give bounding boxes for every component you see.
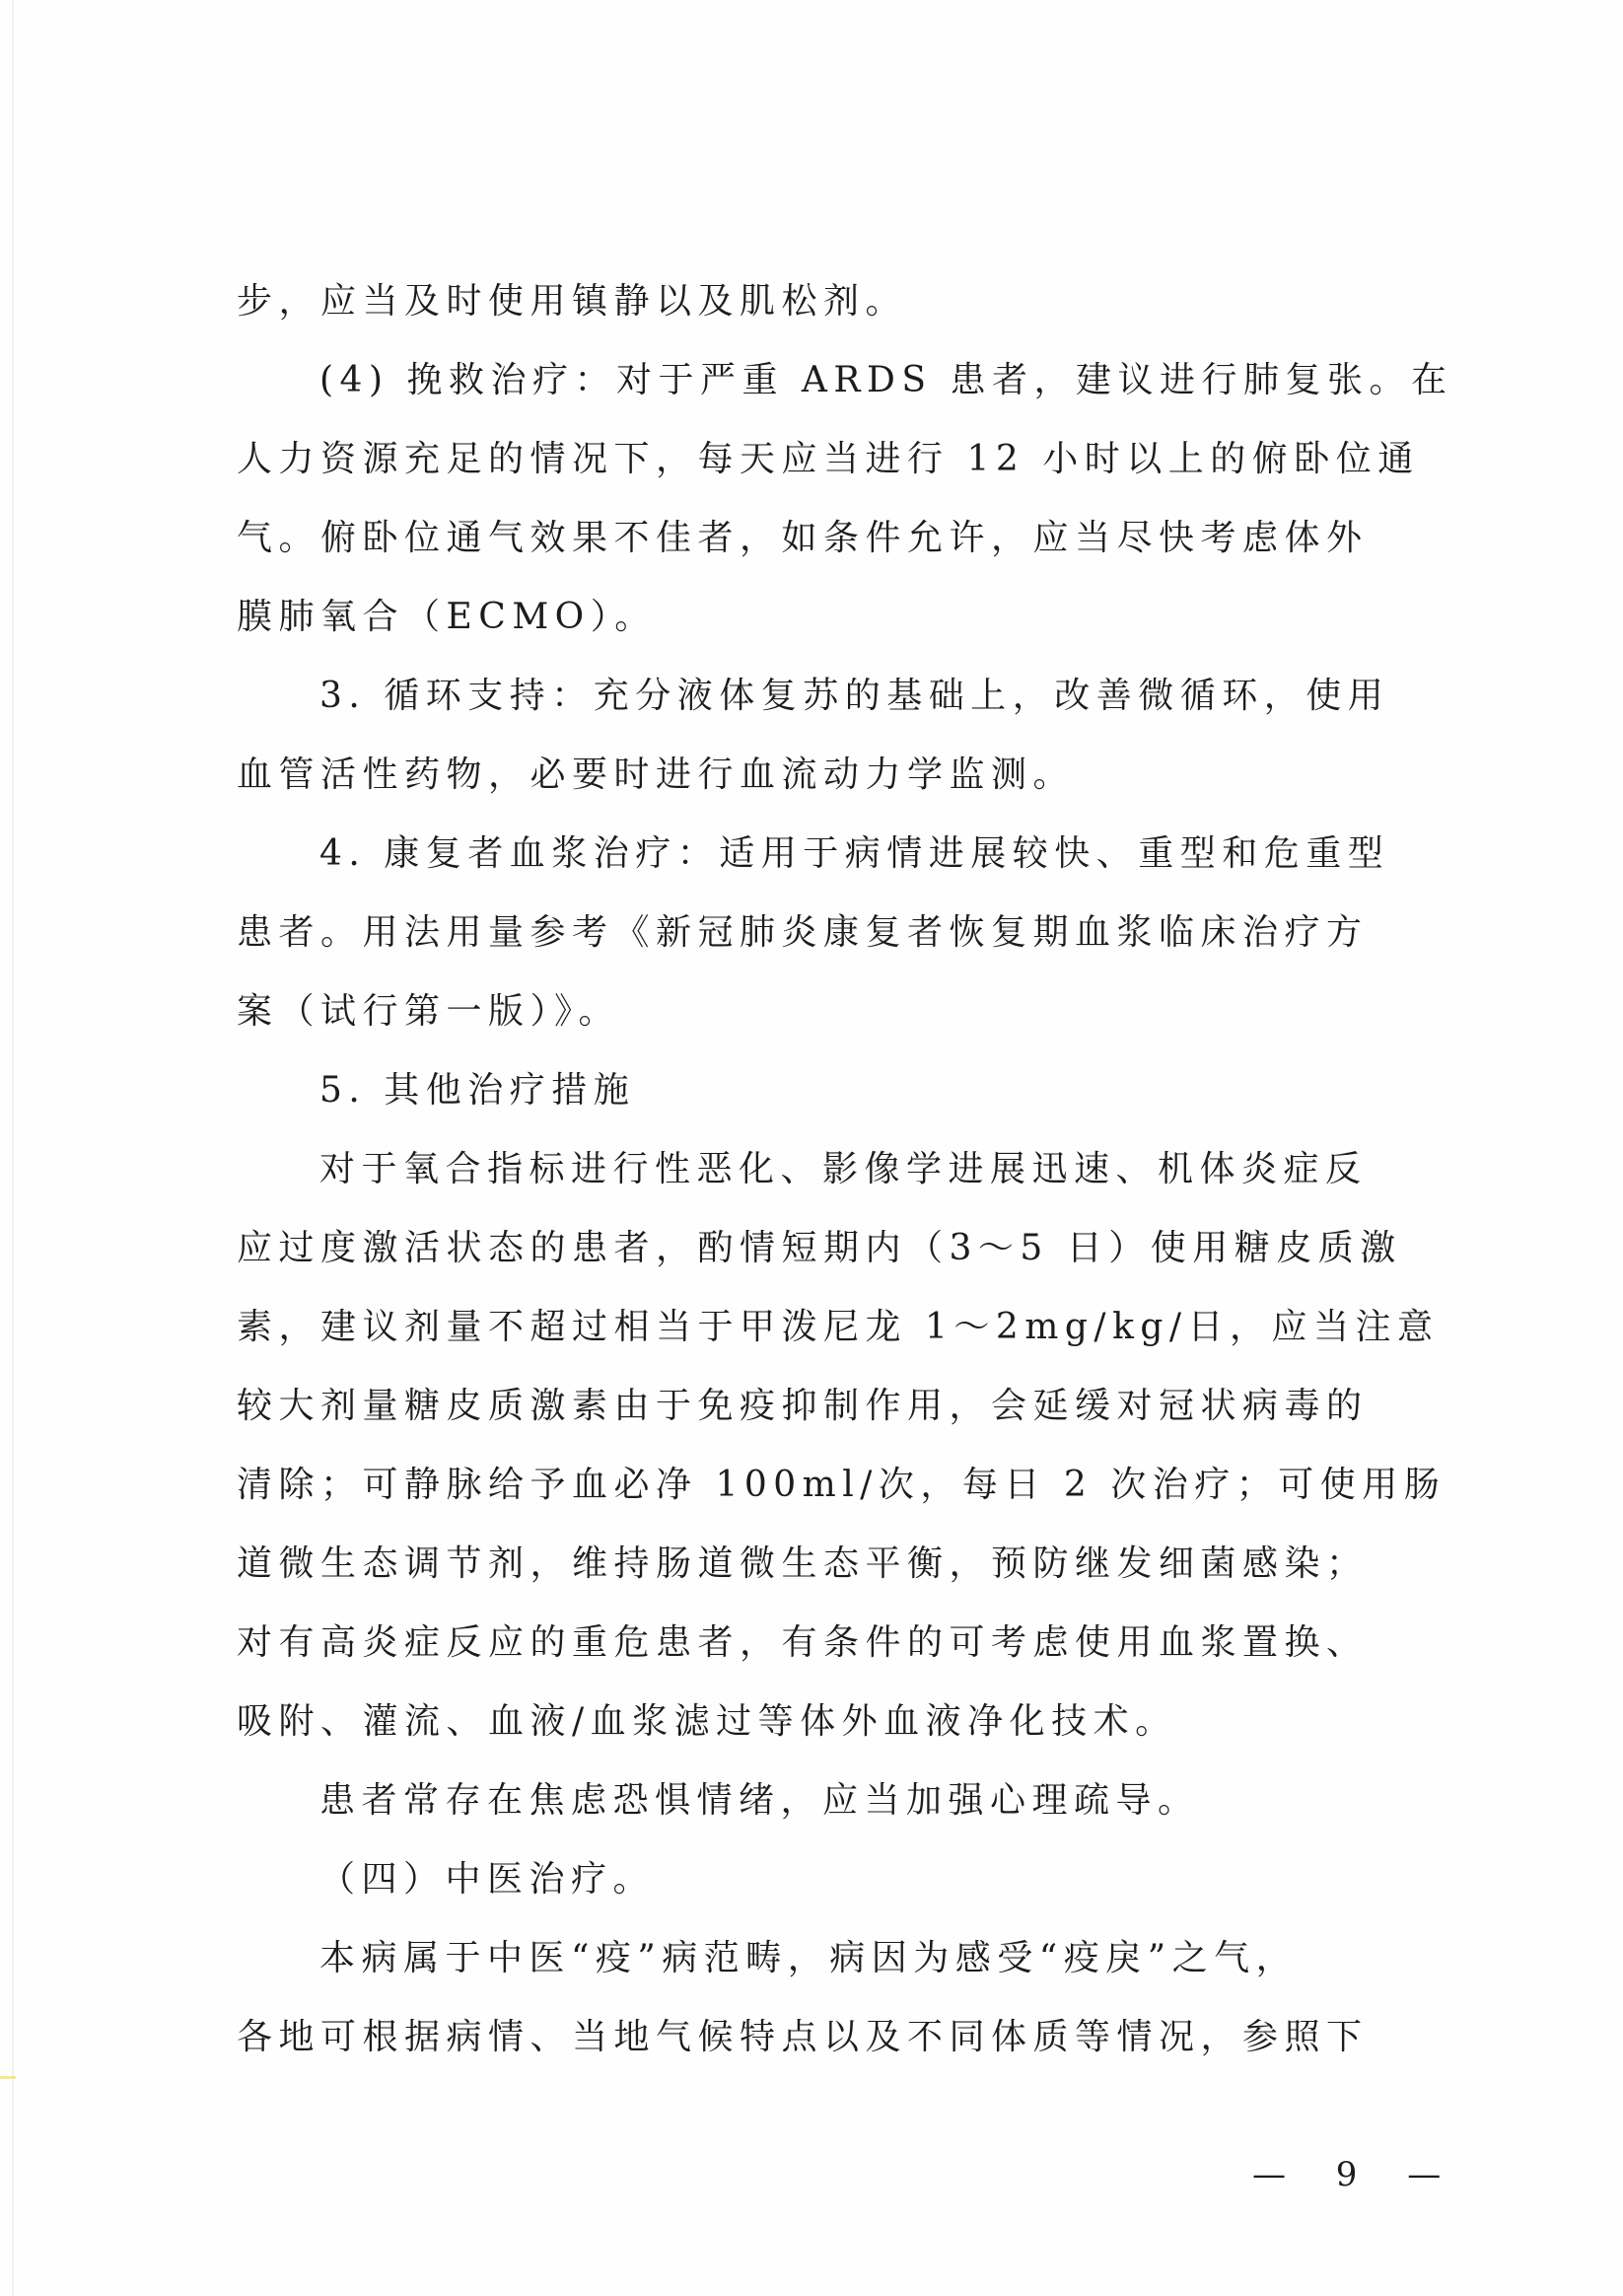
text-line: 3. 循环支持：充分液体复苏的基础上，改善微循环，使用: [319, 676, 1390, 716]
text-line: 对于氧合指标进行性恶化、影像学进展迅速、机体炎症反: [319, 1149, 1368, 1189]
text-line: 清除；可静脉给予血必净 100ml/次，每日 2 次治疗；可使用肠: [237, 1465, 1447, 1505]
text-line: 血管活性药物，必要时进行血流动力学监测。: [237, 754, 1076, 795]
scan-highlight-mark: [0, 2076, 16, 2079]
scan-edge-shadow: [12, 0, 14, 2296]
text-line: 应过度激活状态的患者，酌情短期内（3～5 日）使用糖皮质激: [237, 1228, 1402, 1268]
text-line: 患者常存在焦虑恐惧情绪，应当加强心理疏导。: [319, 1780, 1200, 1821]
section-heading: （四）中医治疗。: [319, 1859, 656, 1900]
text-line: 素，建议剂量不超过相当于甲泼尼龙 1～2mg/kg/日，应当注意: [237, 1307, 1440, 1347]
text-line: 4. 康复者血浆治疗：适用于病情进展较快、重型和危重型: [319, 833, 1390, 874]
text-line: 吸附、灌流、血液/血浆滤过等体外血液净化技术。: [237, 1701, 1177, 1742]
text-line: 步，应当及时使用镇静以及肌松剂。: [237, 281, 908, 322]
text-line: 案（试行第一版）》。: [237, 991, 621, 1032]
text-line: 气。俯卧位通气效果不佳者，如条件允许，应当尽快考虑体外: [237, 518, 1369, 558]
text-line: (4) 挽救治疗：对于严重 ARDS 患者，建议进行肺复张。在: [319, 360, 1453, 400]
page-number: — 9 —: [1252, 2155, 1461, 2194]
text-line: 本病属于中医“疫”病范畴，病因为感受“疫戾”之气，: [319, 1938, 1299, 1978]
text-line: 各地可根据病情、当地气候特点以及不同体质等情况，参照下: [237, 2017, 1369, 2057]
text-line: 人力资源充足的情况下，每天应当进行 12 小时以上的俯卧位通: [237, 439, 1420, 479]
text-line: 患者。用法用量参考《新冠肺炎康复者恢复期血浆临床治疗方: [237, 912, 1369, 953]
text-line: 较大剂量糖皮质激素由于免疫抑制作用，会延缓对冠状病毒的: [237, 1386, 1369, 1426]
text-line: 道微生态调节剂，维持肠道微生态平衡，预防继发细菌感染；: [237, 1543, 1369, 1584]
text-line: 对有高炎症反应的重危患者，有条件的可考虑使用血浆置换、: [237, 1622, 1369, 1663]
section-heading: 5. 其他治疗措施: [319, 1070, 636, 1111]
text-line: 膜肺氧合（ECMO）。: [237, 597, 657, 637]
